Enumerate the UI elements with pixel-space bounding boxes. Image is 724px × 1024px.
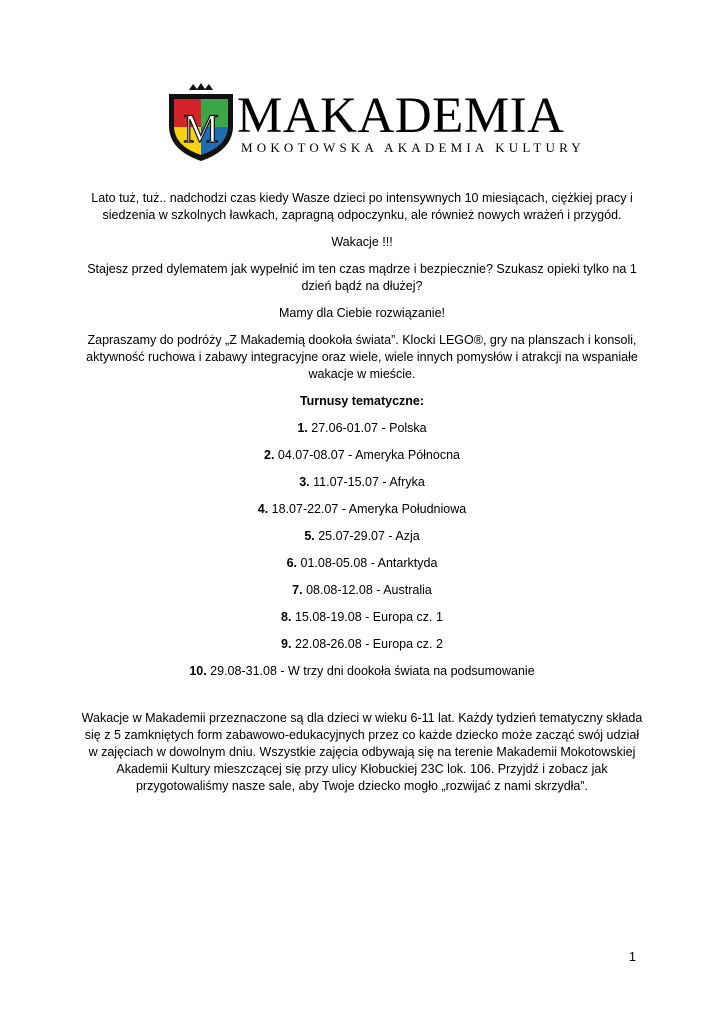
turnus-number: 5. xyxy=(304,529,315,543)
intro-paragraph-4: Mamy dla Ciebie rozwiązanie! xyxy=(278,306,446,320)
turnus-text: 15.08-19.08 - Europa cz. 1 xyxy=(291,610,443,624)
turnus-text: 18.07-22.07 - Ameryka Południowa xyxy=(268,502,467,516)
turnus-number: 1. xyxy=(297,421,308,435)
turnus-text: 04.07-08.07 - Ameryka Północna xyxy=(274,448,460,462)
turnus-text: 11.07-15.07 - Afryka xyxy=(309,475,425,489)
intro-paragraph-5: Zapraszamy do podróży „Z Makademią dookoła świata”. Klocki LEGO®, gry na planszach i konsoli, aktywność ruchowa i zabawy integracyjne oraz wiele, wiele innych pomysłów i atrakcji na wspaniałe wakacje w mieście. xyxy=(86,333,638,381)
intro-paragraph-1: Lato tuż, tuż.. nadchodzi czas kiedy Wasze dzieci po intensywnych 10 miesiącach, ciężkiej pracy i siedzenia w szkolnych ławkach, zapragną odpoczynku, ale również nowych wrażeń i przygód. xyxy=(91,191,633,222)
turnus-number: 2. xyxy=(264,448,275,462)
turnus-text: 25.07-29.07 - Azja xyxy=(314,529,420,543)
turnus-item xyxy=(80,474,644,491)
shield-crest-icon xyxy=(165,82,237,162)
turnus-item xyxy=(80,501,644,518)
turnus-number: 3. xyxy=(299,475,310,489)
turnus-number: 6. xyxy=(286,556,298,570)
turnus-number: 9. xyxy=(281,637,292,651)
makademia-logo xyxy=(165,82,585,162)
turnus-item xyxy=(80,528,644,545)
page-number: 1 xyxy=(629,950,636,964)
turnus-number: 7. xyxy=(292,583,303,597)
logo-letter: M xyxy=(183,106,219,151)
intro-paragraph-3: Stajesz przed dylematem jak wypełnić im ten czas mądrze i bezpiecznie? Szukasz opieki tylko na 1 dzień bądź na dłużej? xyxy=(87,262,637,293)
turnus-number: 4. xyxy=(257,502,269,516)
turnus-item xyxy=(80,447,644,464)
turnus-number: 10. xyxy=(189,664,207,678)
turnus-item xyxy=(80,582,644,599)
turnus-item xyxy=(80,609,644,626)
turnus-text: 22.08-26.08 - Europa cz. 2 xyxy=(291,637,443,651)
turnus-text: 27.06-01.07 - Polska xyxy=(307,421,427,435)
turnus-text: 01.08-05.08 - Antarktyda xyxy=(297,556,438,570)
closing-paragraph: Wakacje w Makademii przeznaczone są dla dzieci w wieku 6-11 lat. Każdy tydzień tematyczny składa się z 5 zamkniętych form zabawowo-edukacyjnych przez co każde dziecko może zacząć swój udział w zajęciach w dowolnym dniu. Wszystkie zajęcia odbywają się na terenie Makademii Mokotowskiej Akademii Kultury mieszczącej się przy ulicy Kłobuckiej 23C lok. 106. Przyjdź i zobacz jak przygotowaliśmy nasze sale, aby Twoje dziecko mogło „rozwijać z nami skrzydła”. xyxy=(81,711,643,793)
turnus-number: 8. xyxy=(281,610,292,624)
intro-paragraph-2: Wakacje !!! xyxy=(331,235,393,249)
turnus-item xyxy=(80,663,644,680)
turnus-item xyxy=(80,555,644,572)
turnusy-heading: Turnusy tematyczne: xyxy=(299,394,425,408)
main-content xyxy=(80,190,644,805)
turnus-item xyxy=(80,636,644,653)
brand-name: MAKADEMIA xyxy=(237,88,565,144)
brand-subtitle: MOKOTOWSKA AKADEMIA KULTURY xyxy=(241,140,585,155)
turnus-item xyxy=(80,420,644,437)
turnus-text: 29.08-31.08 - W trzy dni dookoła świata na podsumowanie xyxy=(206,664,535,678)
turnus-text: 08.08-12.08 - Australia xyxy=(302,583,432,597)
